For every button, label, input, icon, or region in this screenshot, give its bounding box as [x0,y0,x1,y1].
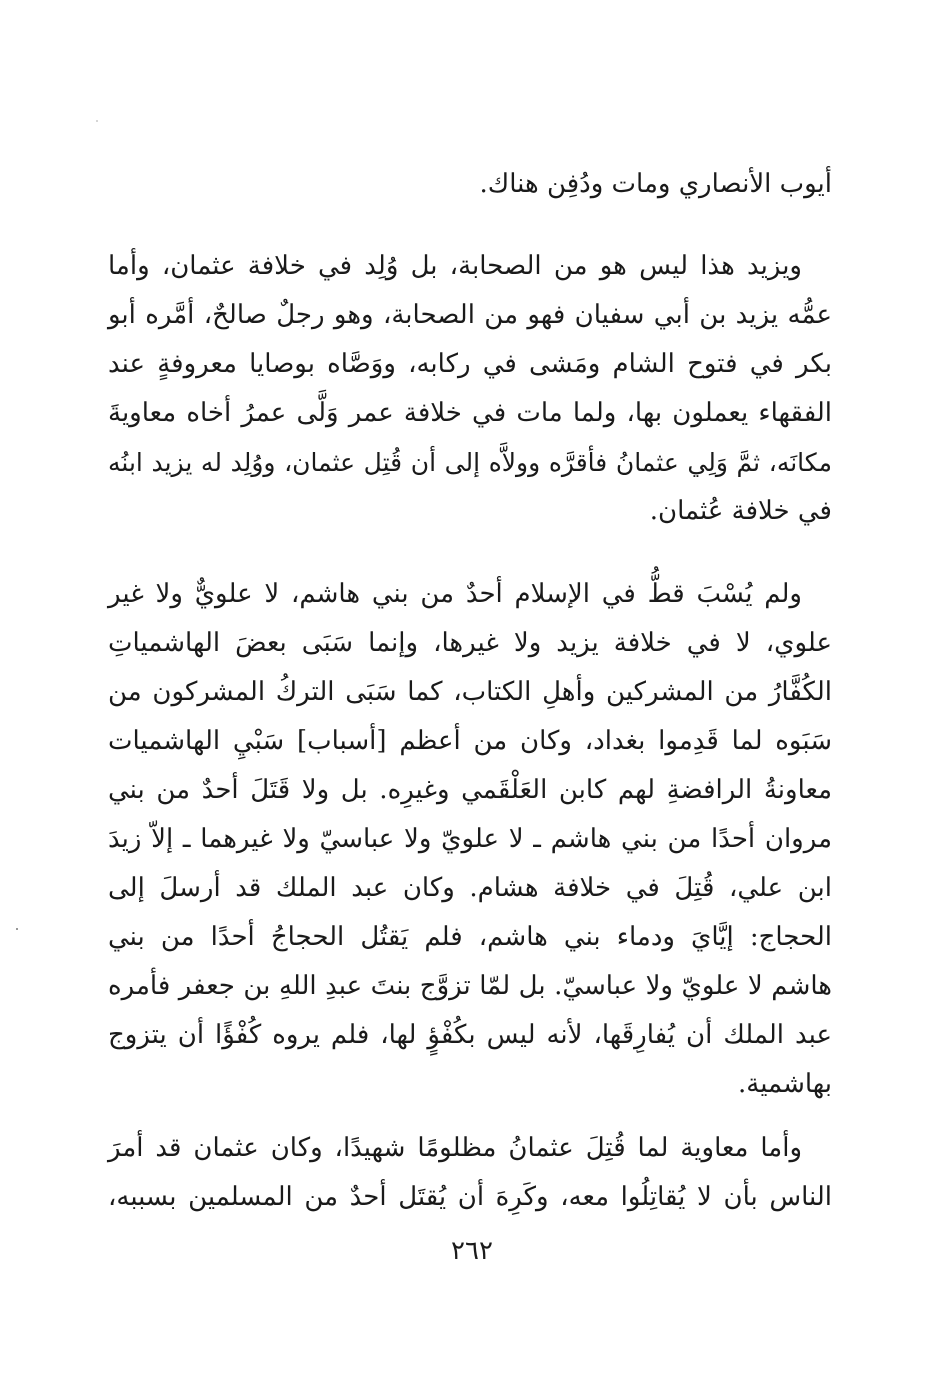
scan-speck [96,120,98,122]
paragraph-1 [108,160,832,209]
text-line: الفقهاء يعملون بها، ولما مات في خلافة عمر وَلَّى عمرُ أخاه معاويةَ [108,398,832,428]
text-line: علوي، لا في خلافة يزيد ولا غيرها، وإنما سَبَى بعضَ الهاشمياتِ [108,628,832,658]
text-line: الكُفَّارُ من المشركين وأهلِ الكتاب، كما سَبَى التركُ المشركون من [108,677,832,707]
text-line: في خلافة عُثمان. [649,496,832,526]
text-line: مكانَه، ثمَّ وَلِي عثمانُ فأقرَّه وولاَّه إلى أن قُتِل عثمان، ووُلِد له يزيد ابنُه [108,448,832,477]
text-line: بكر في فتوح الشام ومَشى في ركابه، ووَصَّاه بوصايا معروفةٍ عند [108,349,832,379]
text-line: عبد الملك أن يُفارِقَها، لأنه ليس بكُفْؤٍ لها، فلم يروه كُفْؤًا أن يتزوج [108,1020,832,1050]
text-line: معاونةُ الرافضةِ لهم كابن العَلْقَمي وغيرِه. بل ولا قَتَلَ أحدٌ من بني [108,775,832,805]
scan-speck [636,1050,638,1052]
scan-speck [16,928,18,930]
paragraph-4 [108,1124,832,1222]
text-line: الحجاج: إيَّايَ ودماء بني هاشم، فلم يَقتُل الحجاجُ أحدًا من بني [108,922,832,952]
text-line: ولم يُسْبَ قطُّ في الإسلام أحدٌ من بني هاشم، لا علويٌّ ولا غير [108,579,802,609]
text-line: ويزيد هذا ليس هو من الصحابة، بل وُلِد في خلافة عثمان، وأما [108,251,802,281]
text-line: مروان أحدًا من بني هاشم ـ لا علويّ ولا عباسيّ ولا غيرهما ـ إلاّ زيدَ [108,824,832,854]
page-number: ٢٦٢ [451,1236,493,1266]
text-line: بهاشمية. [737,1069,832,1099]
text-line: ابن علي، قُتِلَ في خلافة هشام. وكان عبد الملك قد أرسلَ إلى [108,873,832,903]
text-line: عمُّه يزيد بن أبي سفيان فهو من الصحابة، وهو رجلٌ صالحٌ، أمَّره أبو [108,300,832,330]
text-line: أيوب الأنصاري ومات ودُفِن هناك. [479,169,832,199]
text-line: سَبَوه لما قَدِموا بغداد، وكان من أعظم [أسباب] سَبْيِ الهاشميات [108,726,832,756]
text-line: هاشم لا علويّ ولا عباسيّ. بل لمّا تزوَّج بنتَ عبدِ اللهِ بن جعفر فأمره [108,971,832,1001]
paragraph-2 [108,242,832,536]
paragraph-3 [108,570,832,1109]
text-line: الناس بأن لا يُقاتِلُوا معه، وكَرِهَ أن يُقتَل أحدٌ من المسلمين بسببه، [108,1182,832,1212]
text-line: وأما معاوية لما قُتِلَ عثمانُ مظلومًا شهيدًا، وكان عثمان قد أمرَ [108,1133,802,1163]
